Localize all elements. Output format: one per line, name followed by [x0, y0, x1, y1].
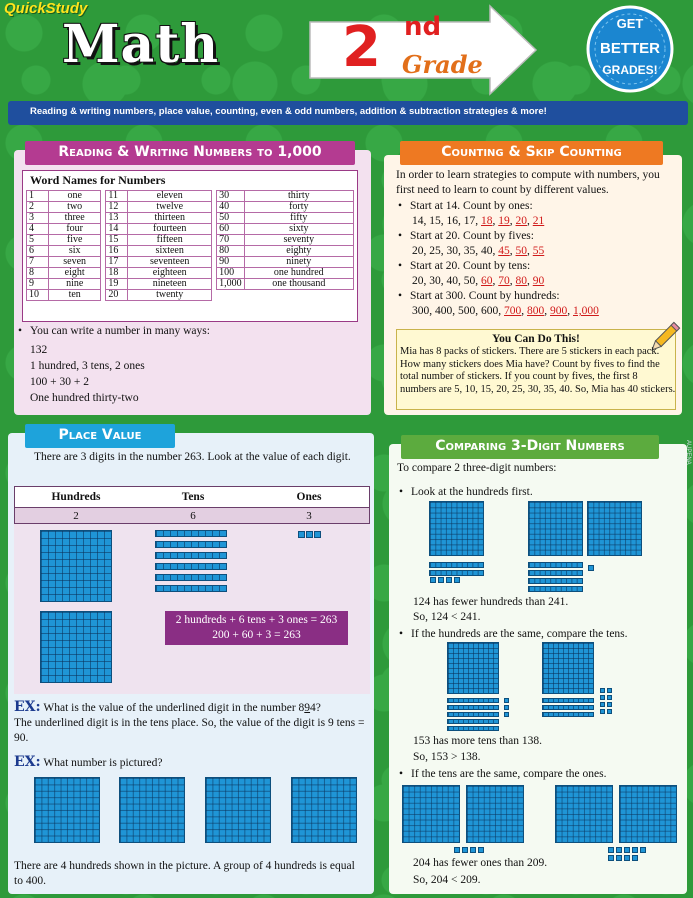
ways-intro: • You can write a number in many ways:: [18, 324, 210, 339]
result-3a: 204 has fewer ones than 209.: [413, 857, 548, 869]
ex1-question: What is the value of the underlined digit in the number 894?: [43, 702, 321, 714]
equation-line-1: 2 hundreds + 6 tens + 3 ones = 263: [175, 614, 338, 626]
one-cube: [607, 695, 612, 700]
counting-answer: 50: [515, 245, 527, 257]
ten-rod: [447, 726, 499, 731]
number-cell: 1: [27, 191, 49, 202]
place-value-digits-row: [14, 508, 370, 524]
ten-rod: [155, 563, 227, 570]
you-can-do-this-text: Mia has 8 packs of stickers. There are 5 stickers in each pack. How many stickers does Mia have? Count by fives to find the total number of stickers. If you count by fives, the first 8 numbers are 5, 10, 15, 20, 25, 30, 35, 40. So, Mia has 40 stickers.: [400, 346, 676, 395]
word-cell: two: [49, 202, 101, 213]
hundred-block: [402, 785, 460, 843]
hundred-block: [587, 501, 642, 556]
word-names-row: [27, 202, 354, 213]
counting-answer: 900: [550, 305, 568, 317]
example-2: [14, 755, 163, 771]
number-cell: 13: [106, 213, 128, 224]
counting-intro: In order to learn strategies to compute with numbers, you first need to learn to count by different values.: [396, 169, 660, 196]
one-cube: [600, 702, 605, 707]
one-cube: [470, 847, 476, 853]
grade-word: Grade: [402, 50, 483, 79]
number-cell: 6: [27, 246, 49, 257]
subtitle: Reading & writing numbers, place value, counting, even & odd numbers, addition & subtraction strategies & more!: [30, 106, 547, 117]
counting-answer: 80: [515, 275, 527, 287]
ex2-label: EX:: [14, 754, 41, 770]
result-1a: 124 has fewer hundreds than 241.: [413, 596, 569, 608]
badge-line-1: GET: [616, 16, 644, 31]
word-cell: three: [49, 213, 101, 224]
one-cube: [298, 531, 305, 538]
ten-rod: [155, 585, 227, 592]
counting-answer: 90: [532, 275, 545, 287]
one-cube: [616, 855, 622, 861]
counting-item-sequence: 20, 30, 40, 50, 60, 70, 80, 90: [412, 275, 545, 287]
word-cell: nineteen: [128, 279, 212, 290]
ten-rod: [155, 530, 227, 537]
ten-rod: [447, 712, 499, 717]
ways-line-1: 132: [30, 344, 48, 356]
number-cell: 70: [217, 235, 245, 246]
one-cube: [600, 695, 605, 700]
counting-answer: 60: [481, 275, 493, 287]
result-3b: So, 204 < 209.: [413, 874, 481, 886]
one-cube: [624, 847, 630, 853]
number-cell: 60: [217, 224, 245, 235]
number-cell: 2: [27, 202, 49, 213]
word-cell: thirty: [244, 191, 353, 202]
brand-logo: QuickStudy: [4, 0, 88, 17]
ten-rod: [429, 570, 484, 576]
one-cube: [454, 577, 460, 583]
counting-item-sequence: 14, 15, 16, 17, 18, 19, 20, 21: [412, 215, 545, 227]
one-cube: [600, 688, 605, 693]
place-value-equation: [165, 611, 348, 645]
number-cell: 3: [27, 213, 49, 224]
word-cell: [244, 290, 353, 301]
one-cube: [462, 847, 468, 853]
word-cell: nine: [49, 279, 101, 290]
counting-item-sequence: 300, 400, 500, 600, 700, 800, 900, 1,000: [412, 305, 599, 317]
word-cell: six: [49, 246, 101, 257]
counting-answer: 700: [504, 305, 522, 317]
word-cell: fourteen: [128, 224, 212, 235]
counting-item-sequence: 20, 25, 30, 35, 40, 45, 50, 55: [412, 245, 545, 257]
ex1-answer: The underlined digit is in the tens place. So, the value of the digit is 9 tens = 90.: [14, 717, 365, 744]
one-cube: [504, 712, 509, 717]
number-cell: 90: [217, 257, 245, 268]
example-1: [14, 700, 370, 716]
word-cell: seventeen: [128, 257, 212, 268]
hundred-block: [291, 777, 357, 843]
word-cell: four: [49, 224, 101, 235]
hundred-block: [555, 785, 613, 843]
one-cube: [600, 709, 605, 714]
counting-header: Counting & Skip Counting: [400, 141, 663, 165]
word-cell: ten: [49, 290, 101, 301]
result-1b: So, 124 < 241.: [413, 611, 481, 623]
one-cube: [588, 565, 594, 571]
ex2-question: What number is pictured?: [43, 757, 163, 769]
word-cell: one hundred: [244, 268, 353, 279]
number-cell: 14: [106, 224, 128, 235]
ten-rod: [447, 719, 499, 724]
ex1-label: EX:: [14, 699, 41, 715]
hundred-block: [429, 501, 484, 556]
number-cell: 19: [106, 279, 128, 290]
number-cell: 12: [106, 202, 128, 213]
word-cell: eight: [49, 268, 101, 279]
word-names-title: Word Names for Numbers: [30, 173, 166, 187]
place-value-intro: There are 3 digits in the number 263. Look at the value of each digit.: [34, 451, 351, 463]
number-cell: 16: [106, 246, 128, 257]
word-names-row: [27, 235, 354, 246]
ten-rod: [155, 541, 227, 548]
ten-rod: [528, 578, 583, 584]
one-cube: [430, 577, 436, 583]
col-ones: Ones: [296, 491, 322, 503]
counting-answer: 19: [498, 215, 510, 227]
number-cell: 50: [217, 213, 245, 224]
one-cube: [446, 577, 452, 583]
ten-rod: [528, 586, 583, 592]
word-names-row: [27, 191, 354, 202]
one-cube: [607, 709, 612, 714]
word-cell: forty: [244, 202, 353, 213]
ten-rod: [155, 552, 227, 559]
number-cell: 4: [27, 224, 49, 235]
ways-line-3: 100 + 30 + 2: [30, 376, 89, 388]
result-2b: So, 153 > 138.: [413, 751, 481, 763]
ways-line-2: 1 hundred, 3 tens, 2 ones: [30, 360, 145, 372]
counting-item-label: • Start at 300. Count by hundreds:: [398, 289, 680, 304]
number-cell: 30: [217, 191, 245, 202]
ten-rod: [528, 562, 583, 568]
ways-line-4: One hundred thirty-two: [30, 392, 139, 404]
word-names-row: [27, 268, 354, 279]
place-value-header: Place Value: [25, 424, 175, 448]
counting-answer: 1,000: [573, 305, 599, 317]
number-cell: [217, 290, 245, 301]
hundred-block: [40, 611, 112, 683]
one-cube: [504, 705, 509, 710]
col-tens: Tens: [181, 491, 205, 503]
comparing-header: Comparing 3-Digit Numbers: [401, 435, 659, 459]
one-cube: [438, 577, 444, 583]
side-label: AUPENA: [685, 440, 691, 465]
one-cube: [632, 855, 638, 861]
comparing-step-3: • If the tens are the same, compare the ones.: [399, 767, 606, 782]
one-cube: [607, 702, 612, 707]
counting-answer: 70: [498, 275, 510, 287]
ten-rod: [447, 698, 499, 703]
word-cell: twenty: [128, 290, 212, 301]
hundred-block: [466, 785, 524, 843]
word-cell: ninety: [244, 257, 353, 268]
number-cell: 8: [27, 268, 49, 279]
counting-answer: 800: [527, 305, 545, 317]
ten-rod: [528, 570, 583, 576]
hundred-block: [619, 785, 677, 843]
ten-rod: [155, 574, 227, 581]
one-cube: [454, 847, 460, 853]
counting-item-label: • Start at 14. Count by ones:: [398, 199, 680, 214]
counting-answer: 21: [532, 215, 545, 227]
one-cube: [314, 531, 321, 538]
number-cell: 40: [217, 202, 245, 213]
title-math: Math: [62, 14, 220, 75]
one-cube: [504, 698, 509, 703]
word-cell: seventy: [244, 235, 353, 246]
counting-item-label: • Start at 20. Count by fives:: [398, 229, 680, 244]
ten-rod: [429, 562, 484, 568]
word-cell: eleven: [128, 191, 212, 202]
word-cell: twelve: [128, 202, 212, 213]
ten-rod: [542, 705, 594, 710]
number-cell: 17: [106, 257, 128, 268]
number-cell: 11: [106, 191, 128, 202]
number-cell: 1,000: [217, 279, 245, 290]
number-cell: 9: [27, 279, 49, 290]
one-cube: [306, 531, 313, 538]
number-cell: 5: [27, 235, 49, 246]
word-cell: eighty: [244, 246, 353, 257]
word-cell: sixty: [244, 224, 353, 235]
word-names-row: [27, 279, 354, 290]
hundred-block: [40, 530, 112, 602]
word-names-row: [27, 224, 354, 235]
one-cube: [608, 855, 614, 861]
one-cube: [608, 847, 614, 853]
digit-hundreds: 2: [73, 509, 79, 522]
one-cube: [624, 855, 630, 861]
hundred-block: [542, 642, 594, 694]
one-cube: [478, 847, 484, 853]
word-cell: seven: [49, 257, 101, 268]
word-cell: sixteen: [128, 246, 212, 257]
counting-list: [398, 199, 680, 319]
word-names-row: [27, 246, 354, 257]
word-cell: five: [49, 235, 101, 246]
reading-header: Reading & Writing Numbers to 1,000: [25, 141, 355, 165]
result-2a: 153 has more tens than 138.: [413, 735, 543, 747]
equation-line-2: 200 + 60 + 3 = 263: [212, 629, 301, 641]
word-cell: eighteen: [128, 268, 212, 279]
counting-answer: 20: [515, 215, 527, 227]
number-cell: 10: [27, 290, 49, 301]
word-names-row: [27, 213, 354, 224]
word-cell: fifty: [244, 213, 353, 224]
ten-rod: [447, 705, 499, 710]
grade-suffix: nd: [404, 12, 442, 42]
digit-ones: 3: [306, 509, 312, 522]
you-can-do-this-title: You Can Do This!: [492, 333, 580, 345]
number-cell: 80: [217, 246, 245, 257]
number-cell: 18: [106, 268, 128, 279]
word-names-table: [26, 190, 354, 301]
word-cell: one: [49, 191, 101, 202]
grade-number: 2: [342, 15, 381, 80]
one-cube: [640, 847, 646, 853]
word-cell: thirteen: [128, 213, 212, 224]
hundred-block: [447, 642, 499, 694]
hundred-block: [205, 777, 271, 843]
ten-rod: [542, 712, 594, 717]
hundred-block: [528, 501, 583, 556]
comparing-step-2: • If the hundreds are the same, compare the tens.: [399, 627, 628, 642]
col-hundreds: Hundreds: [51, 491, 101, 503]
number-cell: 100: [217, 268, 245, 279]
hundred-block: [119, 777, 185, 843]
counting-item-label: • Start at 20. Count by tens:: [398, 259, 680, 274]
ten-rod: [542, 698, 594, 703]
badge-line-3: GRADES!: [602, 63, 658, 77]
counting-answer: 18: [481, 215, 493, 227]
hundred-block: [34, 777, 100, 843]
digit-tens: 6: [190, 509, 196, 522]
comparing-intro: To compare 2 three-digit numbers:: [397, 462, 557, 474]
word-cell: fifteen: [128, 235, 212, 246]
comparing-step-1: • Look at the hundreds first.: [399, 485, 533, 500]
one-cube: [607, 688, 612, 693]
one-cube: [616, 847, 622, 853]
badge-line-2: BETTER: [600, 40, 660, 57]
number-cell: 7: [27, 257, 49, 268]
word-cell: one thousand: [244, 279, 353, 290]
counting-answer: 45: [498, 245, 510, 257]
number-cell: 15: [106, 235, 128, 246]
ex2-answer: There are 4 hundreds shown in the picture. A group of 4 hundreds is equal to 400.: [14, 860, 355, 887]
number-cell: 20: [106, 290, 128, 301]
get-better-grades-badge: [578, 4, 682, 94]
word-names-row: [27, 257, 354, 268]
word-names-row: [27, 290, 354, 301]
counting-answer: 55: [532, 245, 545, 257]
place-value-table-header: [14, 486, 370, 508]
one-cube: [632, 847, 638, 853]
